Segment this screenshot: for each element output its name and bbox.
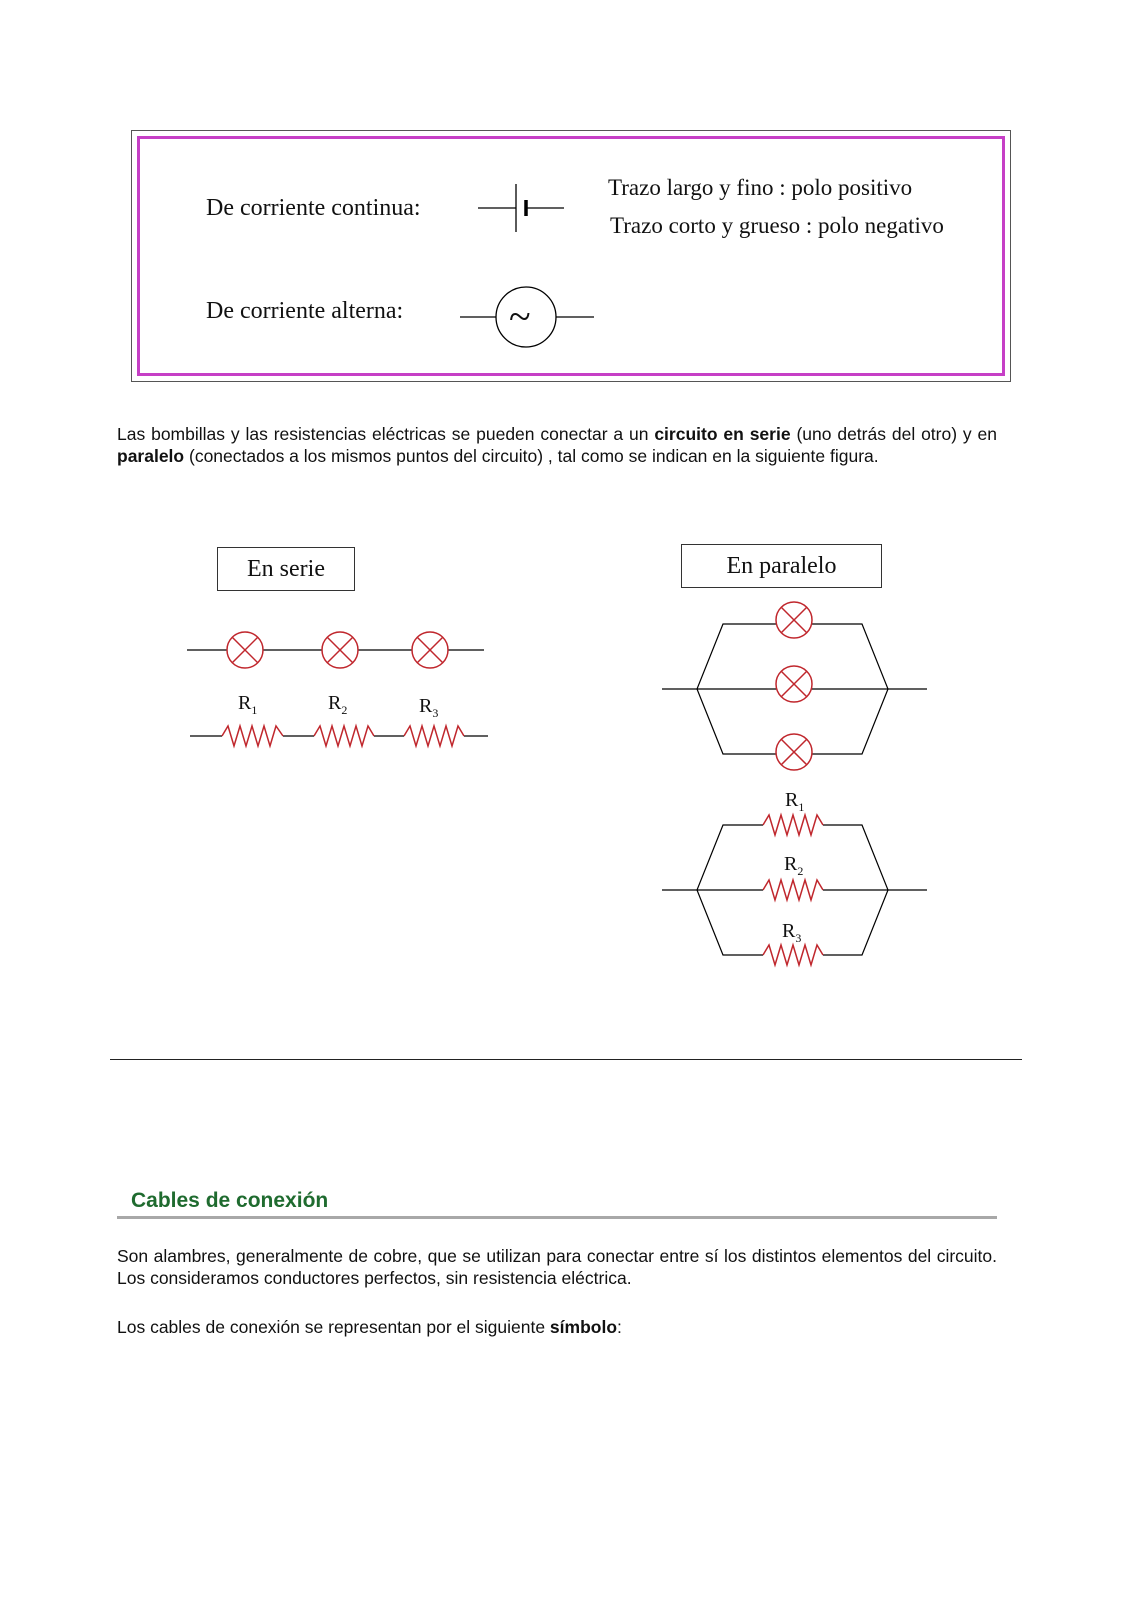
paralelo-r3-label: $R_3$ xyxy=(782,920,802,945)
intro-bold-serie: circuito en serie xyxy=(654,424,791,444)
intro-text-1: Las bombillas y las resistencias eléctricas se pueden conectar a un xyxy=(117,424,655,444)
symbol-end: : xyxy=(617,1317,622,1337)
cables-paragraph: Son alambres, generalmente de cobre, que se utilizan para conectar entre sí los distintos elementos del circuito. Los consideramos conductores perfectos, sin resistencia eléctrica. xyxy=(117,1246,997,1288)
paralelo-r1-label: $R_1$ xyxy=(785,789,805,814)
serie-resistor-1 xyxy=(222,726,283,746)
paralelo-r2-label: $R_2$ xyxy=(784,853,804,878)
serie-lamp-1 xyxy=(227,632,263,668)
section-title-rule xyxy=(117,1216,997,1219)
serie-resistor-2 xyxy=(314,726,374,746)
dc-label: De corriente continua: xyxy=(206,195,421,221)
serie-r2-label: $R_2$ xyxy=(328,692,348,717)
paralelo-lamp-3 xyxy=(776,734,812,770)
cables-symbol-paragraph xyxy=(117,1317,997,1339)
serie-r1-label: $R_1$ xyxy=(238,692,258,717)
intro-text-2: (uno detrás del otro) y en xyxy=(790,424,998,444)
serie-title-box: En serie xyxy=(217,547,355,591)
serie-r3-label: $R_3$ xyxy=(419,695,439,720)
horizontal-divider xyxy=(110,1059,1022,1060)
paralelo-resistor-3 xyxy=(763,945,823,965)
paralelo-resistor-1 xyxy=(763,815,823,835)
paralelo-resistor-2 xyxy=(763,880,823,900)
symbol-bold: símbolo xyxy=(549,1317,618,1337)
intro-text-3: (conectados a los mismos puntos del circuito) , tal como se indican en la siguiente figura. xyxy=(184,445,879,466)
paralelo-lamp-2 xyxy=(776,666,812,702)
symbol-text: Los cables de conexión se representan por el siguiente xyxy=(117,1317,550,1337)
ac-wave-glyph: ~ xyxy=(509,294,531,339)
serie-lamp-3 xyxy=(412,632,448,668)
dc-note-positive: Trazo largo y fino : polo positivo xyxy=(608,175,913,200)
paralelo-title-box: En paralelo xyxy=(681,544,882,588)
section-title: Cables de conexión xyxy=(131,1189,329,1212)
intro-bold-paralelo: paralelo xyxy=(117,445,185,466)
serie-resistor-3 xyxy=(404,726,464,746)
ac-label: De corriente alterna: xyxy=(206,298,404,324)
paralelo-lamp-1 xyxy=(776,602,812,638)
dc-note-negative: Trazo corto y grueso : polo negativo xyxy=(610,213,944,238)
serie-lamp-2 xyxy=(322,632,358,668)
